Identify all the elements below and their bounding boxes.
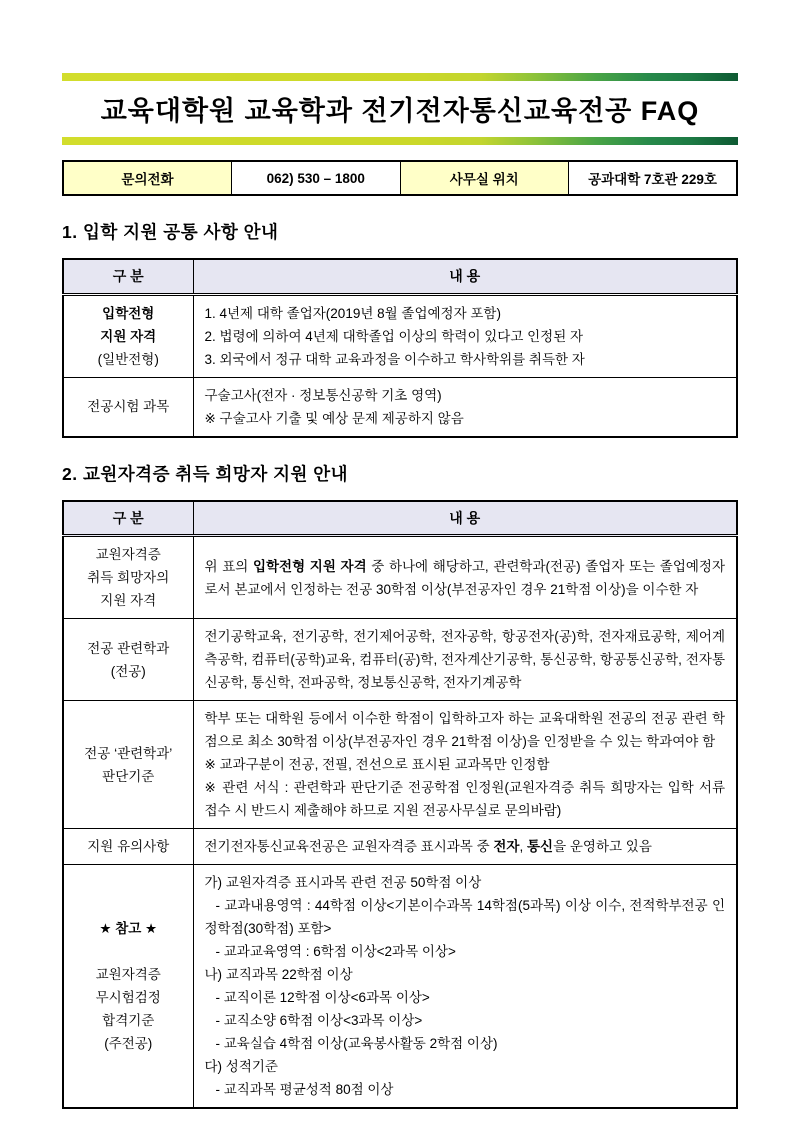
content-line: 3. 외국에서 정규 대학 교육과정을 이수하고 학사학위를 취득한 자 [204, 351, 585, 367]
content-line: - 교직이론 12학점 이상<6과목 이상> [215, 990, 430, 1005]
admission-info-table [62, 258, 738, 438]
table-header-row [63, 501, 737, 536]
column-header-category: 구 분 [63, 259, 193, 294]
column-header-category: 구 분 [63, 501, 193, 536]
column-header-content: 내 용 [193, 259, 737, 294]
contact-row [63, 161, 737, 195]
content-text-bold: 전자 [493, 839, 520, 854]
content-line: 1. 4년제 대학 졸업자(2019년 8월 졸업예정자 포함) [204, 305, 501, 321]
office-label-cell: 사무실 위치 [400, 161, 569, 195]
teacher-certificate-info-table [62, 500, 738, 1110]
label-line: (일반전형) [97, 351, 159, 367]
label-line: 전공 관련학과 [87, 640, 170, 656]
judgment-criteria-label [63, 701, 193, 829]
content-line: 다) 성적기준 [204, 1059, 278, 1074]
label-line: 교원자격증 [95, 967, 161, 982]
related-departments-content: 전기공학교육, 전기공학, 전기제어공학, 전자공학, 항공전자(공)학, 전자재료공학, 제어계측공학, 컴퓨터(공학)교육, 컴퓨터(공)학, 전자계산기공학, 통신공학, 항공통신공학, 전자통신공학, 통신학, 전파공학, 정보통신공학, 전자기계공학 [193, 619, 737, 701]
table-row-related-departments [63, 619, 737, 701]
top-accent-bar [62, 73, 738, 81]
label-line: 무시험검정 [95, 990, 161, 1005]
admission-qualification-content [193, 294, 737, 377]
label-line: 교원자격증 [95, 547, 161, 562]
table-row-admission-qualification [63, 294, 737, 377]
label-line: 입학전형 [102, 305, 155, 321]
content-line: - 교육실습 4학점 이상(교육봉사활동 2학점 이상) [215, 1036, 498, 1051]
content-line: ※ 구술고사 기출 및 예상 문제 제공하지 않음 [204, 410, 464, 426]
certificate-eligibility-label [63, 536, 193, 619]
content-line: - 교과내용영역 : 44학점 이상<기본이수과목 14학점(5과목) 이상 이수, 전적학부전공 인정학점(30학점) 포함> [204, 898, 725, 936]
table-row-reference-criteria [63, 865, 737, 1109]
phone-value-cell: 062) 530 – 1800 [232, 161, 401, 195]
office-value-cell: 공과대학 7호관 229호 [569, 161, 738, 195]
content-text-bold: 통신 [526, 839, 554, 854]
exam-subject-label: 전공시험 과목 [63, 377, 193, 437]
label-line: 취득 희망자의 [87, 570, 170, 585]
content-line: 나) 교직과목 22학점 이상 [204, 967, 353, 982]
page-title: 교육대학원 교육학과 전기전자통신교육전공 FAQ [100, 96, 700, 126]
table-header-row [63, 259, 737, 294]
phone-label-cell: 문의전화 [63, 161, 232, 195]
content-line: 가) 교원자격증 표시과목 관련 전공 50학점 이상 [204, 875, 482, 890]
section-1-heading: 1. 입학 지원 공통 사항 안내 [62, 222, 279, 242]
contact-info-table [62, 160, 738, 196]
content-line: 구술고사(전자 · 정보통신공학 기초 영역) [204, 387, 442, 403]
content-line: - 교직과목 평균성적 80점 이상 [215, 1082, 394, 1097]
judgment-criteria-content [193, 701, 737, 829]
reference-criteria-content [193, 865, 737, 1109]
label-line: 지원 자격 [100, 593, 157, 608]
content-text: 중 하나에 해당하고, 관련학과(전공) 졸업자 또는 졸업예정자로서 본교에서 인정하는 전공 30학점 이상(부전공자인 경우 21학점 이상)을 이수한 자 [204, 558, 725, 597]
table-row-judgment-criteria [63, 701, 737, 829]
reference-criteria-label [63, 865, 193, 1109]
content-line: - 교과교육영역 : 6학점 이상<2과목 이상> [215, 944, 456, 959]
title-bottom-accent-bar [62, 137, 738, 145]
certificate-eligibility-content [193, 536, 737, 619]
column-header-content: 내 용 [193, 501, 737, 536]
application-notice-content [193, 829, 737, 865]
admission-qualification-label [63, 294, 193, 377]
content-text: 전기전자통신교육전공은 교원자격증 표시과목 중 [204, 839, 494, 854]
table-row-exam-subject [63, 377, 737, 437]
label-line: 판단기준 [102, 768, 155, 784]
section-2-heading: 2. 교원자격증 취득 희망자 지원 안내 [62, 463, 349, 484]
table-row-application-notice [63, 829, 737, 865]
content-paragraph: 학부 또는 대학원 등에서 이수한 학점이 입학하고자 하는 교육대학원 전공의 전공 관련 학점으로 최소 30학점 이상(부전공자인 경우 21학점 이상)을 인정받을 수 있는 학과여야 함 [204, 711, 725, 749]
exam-subject-content [193, 377, 737, 437]
content-text-bold: 입학전형 지원 자격 [252, 558, 367, 574]
label-line: 지원 자격 [100, 328, 157, 344]
content-line: 2. 법령에 의하여 4년제 대학졸업 이상의 학력이 있다고 인정된 자 [204, 328, 584, 344]
content-text: , [519, 839, 527, 854]
label-spacer [68, 940, 189, 963]
content-text: 을 운영하고 있음 [553, 839, 652, 854]
label-line: 전공 ‘관련학과’ [84, 745, 173, 761]
reference-star-label: ★ 참고 ★ [99, 921, 158, 936]
application-notice-label: 지원 유의사항 [63, 829, 193, 865]
content-note: ※ 교과구분이 전공, 전필, 전선으로 표시된 교과목만 인정함 [204, 757, 550, 772]
content-text: 위 표의 [204, 558, 253, 574]
related-departments-label [63, 619, 193, 701]
content-line: - 교직소양 6학점 이상<3과목 이상> [215, 1013, 423, 1028]
content-note: ※ 관련 서식 : 관련학과 판단기준 전공학점 인정원(교원자격증 취득 희망자는 입학 서류 접수 시 반드시 제출해야 하므로 지원 전공사무실로 문의바람) [204, 780, 725, 818]
label-line: (전공) [110, 663, 146, 679]
table-row-certificate-eligibility [63, 536, 737, 619]
label-line: (주전공) [104, 1036, 153, 1051]
label-line: 합격기준 [102, 1013, 155, 1028]
